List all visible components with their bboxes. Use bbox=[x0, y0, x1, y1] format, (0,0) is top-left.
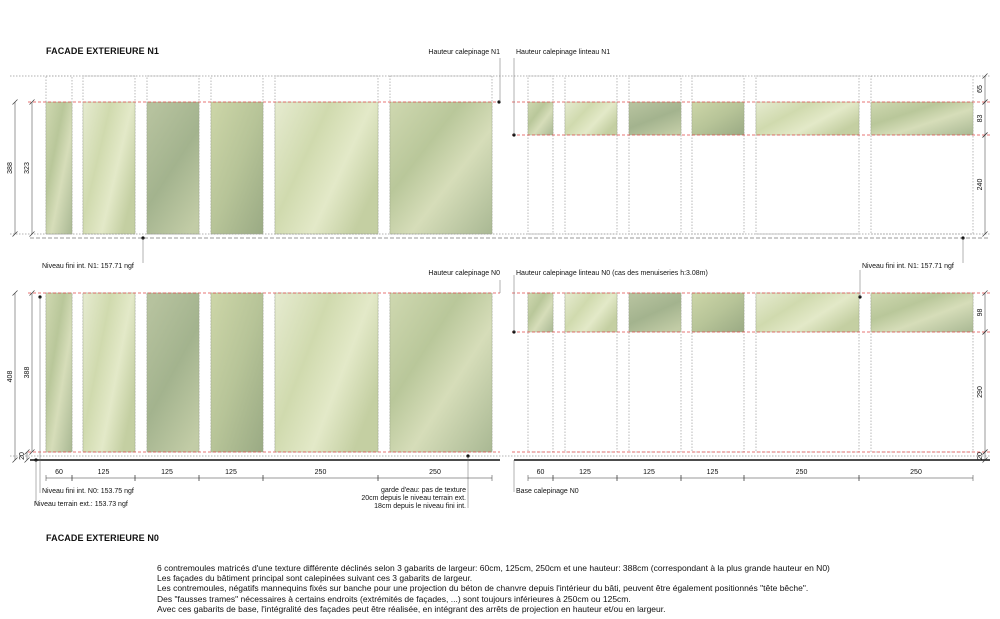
texture-panel bbox=[83, 102, 135, 234]
texture-panel bbox=[147, 293, 199, 452]
texture-panel bbox=[565, 293, 617, 332]
label-niveau-n1-right: Niveau fini int. N1: 157.71 ngf bbox=[862, 263, 954, 270]
texture-panel bbox=[46, 102, 72, 234]
width-dimension-label: 125 bbox=[643, 469, 655, 476]
texture-panel bbox=[756, 102, 859, 135]
title-facade-n1: FACADE EXTERIEURE N1 bbox=[46, 46, 160, 56]
description-line: 6 contremoules matricés d'une texture différente déclinés selon 3 gabarits de largeur: 60cm, 125cm, 250cm et une hauteur: 388cm (correspondant à la plus grande hauteur en N0) bbox=[157, 563, 830, 573]
texture-panel bbox=[211, 102, 263, 234]
description-line: Avec ces gabarits de base, l'intégralité des façades peut être réalisée, en intégrant des arrêts de projection en hauteur et/ou en largeur. bbox=[157, 603, 666, 614]
texture-panel bbox=[692, 293, 744, 332]
dimension-label-n0-garde: 20 bbox=[19, 452, 26, 460]
description-text bbox=[157, 563, 830, 614]
texture-panel bbox=[275, 102, 378, 234]
width-dimension-label: 125 bbox=[161, 469, 173, 476]
description-line: Des "fausses trames" nécessaires à certains endroits (extrémités de façades, ...) sont toujours inférieures à 250cm ou 125cm. bbox=[157, 593, 631, 604]
width-dimension-label: 125 bbox=[225, 469, 237, 476]
description-line: Les façades du bâtiment principal sont calepinées suivant ces 3 gabarits de largeur. bbox=[157, 573, 473, 584]
label-linteau-n1: Hauteur calepinage linteau N1 bbox=[516, 49, 611, 56]
texture-panel bbox=[871, 102, 973, 135]
dimension-label-n0-linteau: 98 bbox=[977, 308, 984, 317]
dimension-label-n0-panel: 388 bbox=[24, 366, 31, 379]
width-dimension-label: 125 bbox=[97, 469, 110, 476]
width-dimension-label: 250 bbox=[795, 469, 808, 476]
label-niveau-n0: Niveau fini int. N0: 153.75 ngf bbox=[42, 488, 134, 495]
width-dimension-label: 60 bbox=[55, 469, 63, 476]
label-garde-3: 18cm depuis le niveau fini int. bbox=[374, 503, 466, 510]
label-niveau-n1-left: Niveau fini int. N1: 157.71 ngf bbox=[42, 263, 134, 270]
dimension-label-n0-opening: 290 bbox=[977, 386, 984, 398]
texture-panel bbox=[756, 293, 859, 332]
dimension-label-n1-top: 65 bbox=[977, 85, 984, 93]
label-garde-1: garde d'eau: pas de texture bbox=[380, 487, 466, 494]
texture-panel bbox=[565, 102, 617, 135]
texture-panel bbox=[390, 293, 492, 452]
dimension-label-n1-panel: 323 bbox=[24, 162, 31, 174]
label-niveau-terrain: Niveau terrain ext.: 153.73 ngf bbox=[34, 501, 128, 508]
texture-panel bbox=[390, 102, 492, 234]
panel-frame bbox=[871, 76, 973, 234]
panel-frame bbox=[528, 76, 553, 234]
texture-panel bbox=[692, 102, 744, 135]
texture-panel bbox=[528, 293, 553, 332]
texture-panel bbox=[83, 293, 135, 452]
texture-panel bbox=[629, 293, 681, 332]
width-dimension-label: 125 bbox=[579, 469, 591, 476]
width-dimension-label: 250 bbox=[314, 469, 327, 476]
texture-panel bbox=[46, 293, 72, 452]
texture-panel bbox=[528, 102, 553, 135]
label-hauteur-n0: Hauteur calepinage N0 bbox=[428, 270, 500, 277]
panel-frame bbox=[692, 76, 744, 234]
label-garde-2: 20cm depuis le niveau terrain ext. bbox=[361, 495, 466, 502]
panel-frame bbox=[756, 76, 859, 234]
dimension-label-n0-total: 408 bbox=[7, 370, 14, 383]
dimension-label-n0-garde: 20 bbox=[977, 452, 984, 460]
texture-panel bbox=[147, 102, 199, 234]
panel-frame bbox=[629, 76, 681, 234]
dimension-label-n1-opening: 240 bbox=[977, 178, 984, 191]
dimension-label-n1-total: 388 bbox=[7, 162, 14, 174]
width-dimension-label: 125 bbox=[706, 469, 719, 476]
texture-panel bbox=[211, 293, 263, 452]
texture-panel bbox=[275, 293, 378, 452]
label-linteau-n0: Hauteur calepinage linteau N0 (cas des menuiseries h:3.08m) bbox=[516, 270, 708, 277]
panel-frame bbox=[565, 76, 617, 234]
width-dimension-label: 60 bbox=[536, 469, 545, 476]
label-base-n0: Base calepinage N0 bbox=[516, 488, 579, 495]
width-dimension-label: 250 bbox=[910, 469, 922, 476]
title-facade-n0: FACADE EXTERIEURE N0 bbox=[46, 533, 160, 543]
texture-panel bbox=[871, 293, 973, 332]
description-line: Les contremoules, négatifs mannequins fixés sur banche pour une projection du béton de chanvre depuis l'intérieur du bâti, peuvent être également positionnés "tête bêche". bbox=[157, 583, 809, 594]
width-dimension-label: 250 bbox=[429, 469, 441, 476]
dimension-label-n1-linteau: 83 bbox=[977, 114, 984, 123]
texture-panel bbox=[629, 102, 681, 135]
label-hauteur-n1: Hauteur calepinage N1 bbox=[428, 49, 500, 56]
